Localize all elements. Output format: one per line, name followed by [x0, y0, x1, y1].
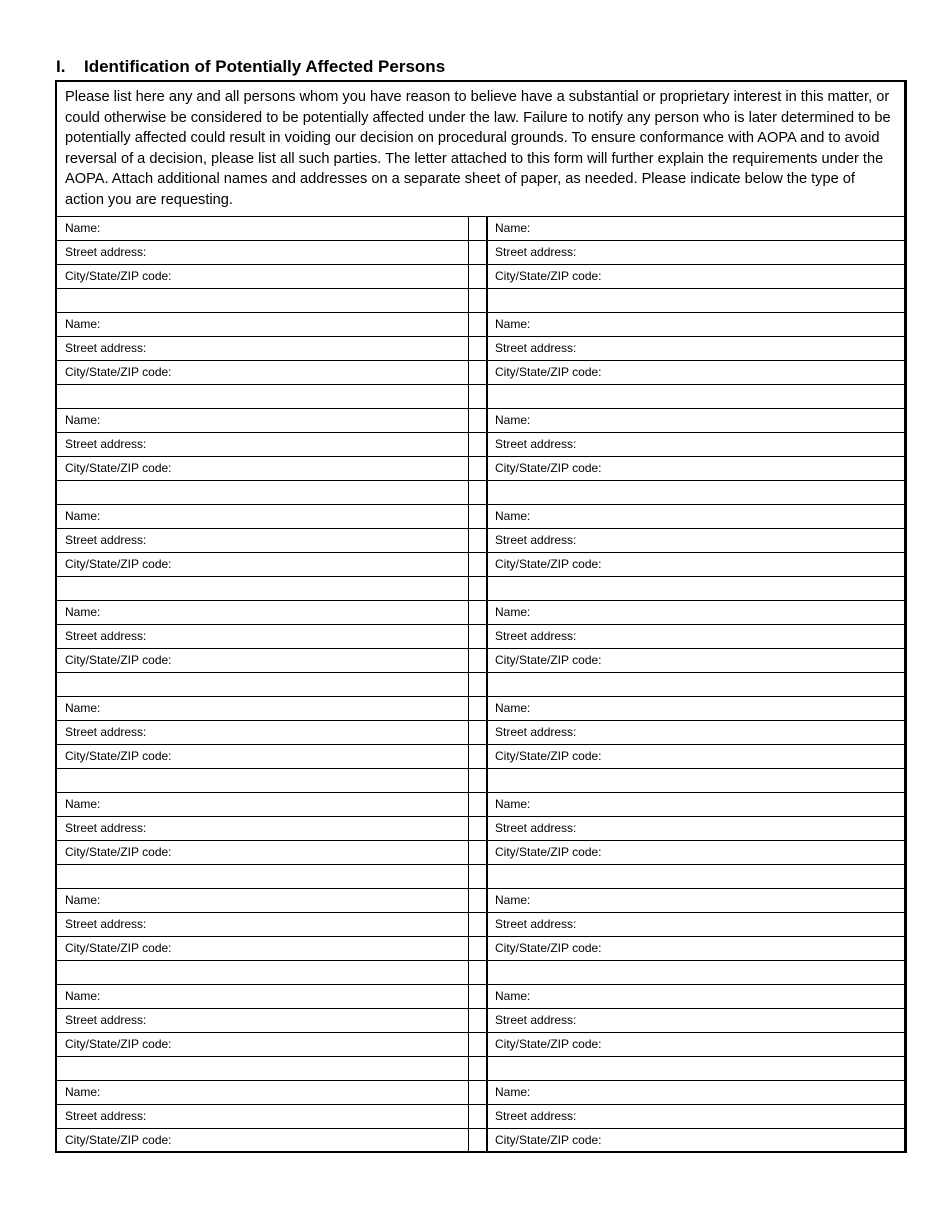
spacer-row: [56, 864, 905, 888]
blank-cell[interactable]: [56, 384, 468, 408]
street-address-field-left[interactable]: Street address:: [56, 1104, 468, 1128]
entry-row: [56, 1128, 905, 1152]
entry-row: [56, 360, 905, 384]
column-separator: [468, 288, 487, 312]
street-address-field-right[interactable]: Street address:: [487, 336, 905, 360]
street-address-field-left[interactable]: Street address:: [56, 720, 468, 744]
city-state-zip-field-left[interactable]: City/State/ZIP code:: [56, 1032, 468, 1056]
entry-row: [56, 624, 905, 648]
blank-cell[interactable]: [56, 1056, 468, 1080]
blank-cell[interactable]: [487, 864, 905, 888]
blank-cell[interactable]: [487, 288, 905, 312]
column-separator: [468, 960, 487, 984]
column-separator: [468, 984, 487, 1008]
blank-cell[interactable]: [487, 576, 905, 600]
street-address-field-left[interactable]: Street address:: [56, 624, 468, 648]
column-separator: [468, 528, 487, 552]
city-state-zip-field-left[interactable]: City/State/ZIP code:: [56, 744, 468, 768]
city-state-zip-field-right[interactable]: City/State/ZIP code:: [487, 648, 905, 672]
column-separator: [468, 648, 487, 672]
city-state-zip-field-left[interactable]: City/State/ZIP code:: [56, 1128, 468, 1152]
street-address-field-right[interactable]: Street address:: [487, 624, 905, 648]
city-state-zip-field-right[interactable]: City/State/ZIP code:: [487, 360, 905, 384]
entry-row: [56, 840, 905, 864]
entry-row: [56, 720, 905, 744]
name-field-right[interactable]: Name:: [487, 408, 905, 432]
street-address-field-left[interactable]: Street address:: [56, 432, 468, 456]
spacer-row: [56, 576, 905, 600]
blank-cell[interactable]: [56, 288, 468, 312]
column-separator: [468, 720, 487, 744]
city-state-zip-field-right[interactable]: City/State/ZIP code:: [487, 744, 905, 768]
city-state-zip-field-left[interactable]: City/State/ZIP code:: [56, 936, 468, 960]
entry-row: [56, 696, 905, 720]
column-separator: [468, 792, 487, 816]
street-address-field-right[interactable]: Street address:: [487, 432, 905, 456]
city-state-zip-field-left[interactable]: City/State/ZIP code:: [56, 840, 468, 864]
street-address-field-right[interactable]: Street address:: [487, 720, 905, 744]
blank-cell[interactable]: [487, 960, 905, 984]
entry-row: [56, 1032, 905, 1056]
street-address-field-right[interactable]: Street address:: [487, 528, 905, 552]
entry-row: [56, 456, 905, 480]
street-address-field-left[interactable]: Street address:: [56, 816, 468, 840]
column-separator: [468, 1008, 487, 1032]
blank-cell[interactable]: [487, 672, 905, 696]
instructions-text: Please list here any and all persons whom you have reason to believe have a substantial or proprietary interest in this matter, or could otherwise be considered to be potentially affected under the law. Failure to notify any person who is later determined to be potentially affected could result in voiding our decision on procedural grounds. To ensure conformance with AOPA and to avoid reversal of a decision, please list all such parties. The letter attached to this form will further explain the requirements under the AOPA. Attach additional names and addresses on a separate sheet of paper, as needed. Please indicate below the type of action you are requesting.: [56, 81, 905, 216]
column-separator: [468, 384, 487, 408]
column-separator: [468, 624, 487, 648]
entry-row: [56, 1080, 905, 1104]
city-state-zip-field-left[interactable]: City/State/ZIP code:: [56, 648, 468, 672]
blank-cell[interactable]: [487, 768, 905, 792]
entry-row: [56, 936, 905, 960]
name-field-right[interactable]: Name:: [487, 312, 905, 336]
entry-row: [56, 408, 905, 432]
column-separator: [468, 1032, 487, 1056]
entry-row: [56, 528, 905, 552]
entry-row: [56, 264, 905, 288]
entry-row: [56, 600, 905, 624]
city-state-zip-field-left[interactable]: City/State/ZIP code:: [56, 456, 468, 480]
city-state-zip-field-left[interactable]: City/State/ZIP code:: [56, 264, 468, 288]
street-address-field-right[interactable]: Street address:: [487, 912, 905, 936]
blank-cell[interactable]: [56, 864, 468, 888]
column-separator: [468, 336, 487, 360]
name-field-left[interactable]: Name:: [56, 504, 468, 528]
entry-row: [56, 792, 905, 816]
entry-row: [56, 912, 905, 936]
spacer-row: [56, 384, 905, 408]
blank-cell[interactable]: [56, 576, 468, 600]
name-field-left[interactable]: Name:: [56, 600, 468, 624]
spacer-row: [56, 768, 905, 792]
spacer-row: [56, 672, 905, 696]
blank-cell[interactable]: [487, 384, 905, 408]
name-field-right[interactable]: Name:: [487, 216, 905, 240]
column-separator: [468, 216, 487, 240]
column-separator: [468, 1104, 487, 1128]
entry-row: [56, 984, 905, 1008]
entry-row: [56, 432, 905, 456]
column-separator: [468, 816, 487, 840]
city-state-zip-field-right[interactable]: City/State/ZIP code:: [487, 456, 905, 480]
city-state-zip-field-right[interactable]: City/State/ZIP code:: [487, 840, 905, 864]
street-address-field-left[interactable]: Street address:: [56, 336, 468, 360]
name-field-left[interactable]: Name:: [56, 216, 468, 240]
column-separator: [468, 312, 487, 336]
name-field-left[interactable]: Name:: [56, 696, 468, 720]
affected-persons-table: [55, 80, 907, 1153]
column-separator: [468, 1128, 487, 1152]
spacer-row: [56, 960, 905, 984]
street-address-field-left[interactable]: Street address:: [56, 1008, 468, 1032]
column-separator: [468, 504, 487, 528]
entry-row: [56, 744, 905, 768]
city-state-zip-field-left[interactable]: City/State/ZIP code:: [56, 552, 468, 576]
column-separator: [468, 264, 487, 288]
entry-row: [56, 648, 905, 672]
spacer-row: [56, 288, 905, 312]
section-heading: [56, 57, 445, 77]
column-separator: [468, 864, 487, 888]
street-address-field-left[interactable]: Street address:: [56, 240, 468, 264]
section-number: I.: [56, 57, 66, 76]
column-separator: [468, 744, 487, 768]
city-state-zip-field-right[interactable]: City/State/ZIP code:: [487, 264, 905, 288]
column-separator: [468, 888, 487, 912]
column-separator: [468, 912, 487, 936]
entry-row: [56, 816, 905, 840]
blank-cell[interactable]: [487, 480, 905, 504]
column-separator: [468, 552, 487, 576]
blank-cell[interactable]: [56, 768, 468, 792]
column-separator: [468, 696, 487, 720]
name-field-right[interactable]: Name:: [487, 792, 905, 816]
column-separator: [468, 432, 487, 456]
blank-cell[interactable]: [56, 480, 468, 504]
entry-row: [56, 552, 905, 576]
entry-row: [56, 240, 905, 264]
name-field-left[interactable]: Name:: [56, 984, 468, 1008]
city-state-zip-field-right[interactable]: City/State/ZIP code:: [487, 936, 905, 960]
column-separator: [468, 600, 487, 624]
column-separator: [468, 1080, 487, 1104]
entry-row: [56, 312, 905, 336]
blank-cell[interactable]: [56, 672, 468, 696]
name-field-left[interactable]: Name:: [56, 792, 468, 816]
column-separator: [468, 1056, 487, 1080]
spacer-row: [56, 480, 905, 504]
spacer-row: [56, 1056, 905, 1080]
name-field-right[interactable]: Name:: [487, 1080, 905, 1104]
column-separator: [468, 480, 487, 504]
entry-row: [56, 1008, 905, 1032]
blank-cell[interactable]: [487, 1056, 905, 1080]
name-field-right[interactable]: Name:: [487, 504, 905, 528]
city-state-zip-field-right[interactable]: City/State/ZIP code:: [487, 552, 905, 576]
column-separator: [468, 408, 487, 432]
city-state-zip-field-right[interactable]: City/State/ZIP code:: [487, 1128, 905, 1152]
column-separator: [468, 840, 487, 864]
name-field-left[interactable]: Name:: [56, 312, 468, 336]
name-field-left[interactable]: Name:: [56, 888, 468, 912]
column-separator: [468, 456, 487, 480]
name-field-right[interactable]: Name:: [487, 888, 905, 912]
name-field-right[interactable]: Name:: [487, 984, 905, 1008]
column-separator: [468, 936, 487, 960]
city-state-zip-field-right[interactable]: City/State/ZIP code:: [487, 1032, 905, 1056]
city-state-zip-field-left[interactable]: City/State/ZIP code:: [56, 360, 468, 384]
entry-row: [56, 1104, 905, 1128]
column-separator: [468, 672, 487, 696]
entry-row: [56, 504, 905, 528]
street-address-field-right[interactable]: Street address:: [487, 240, 905, 264]
column-separator: [468, 576, 487, 600]
entry-row: [56, 336, 905, 360]
street-address-field-left[interactable]: Street address:: [56, 528, 468, 552]
name-field-right[interactable]: Name:: [487, 600, 905, 624]
street-address-field-right[interactable]: Street address:: [487, 816, 905, 840]
street-address-field-left[interactable]: Street address:: [56, 912, 468, 936]
blank-cell[interactable]: [56, 960, 468, 984]
street-address-field-right[interactable]: Street address:: [487, 1104, 905, 1128]
column-separator: [468, 240, 487, 264]
section-title: Identification of Potentially Affected Persons: [84, 57, 446, 76]
column-separator: [468, 768, 487, 792]
name-field-left[interactable]: Name:: [56, 408, 468, 432]
name-field-left[interactable]: Name:: [56, 1080, 468, 1104]
entry-row: [56, 216, 905, 240]
name-field-right[interactable]: Name:: [487, 696, 905, 720]
street-address-field-right[interactable]: Street address:: [487, 1008, 905, 1032]
entry-row: [56, 888, 905, 912]
column-separator: [468, 360, 487, 384]
